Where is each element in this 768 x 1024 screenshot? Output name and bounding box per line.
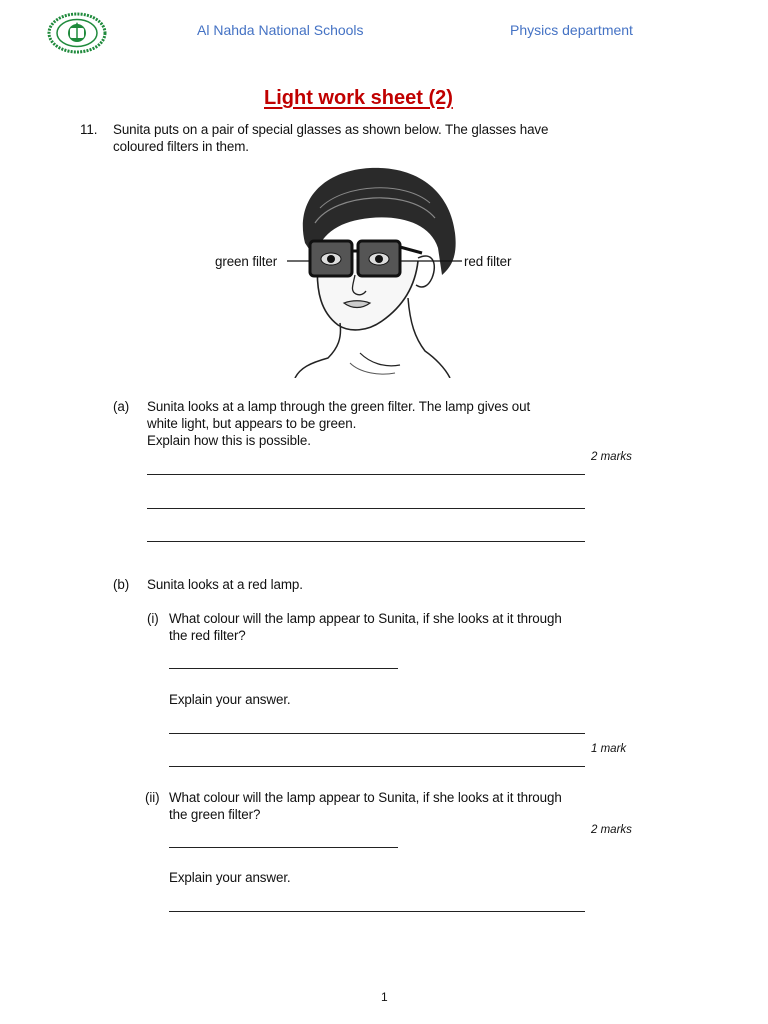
part-b-i-line1: What colour will the lamp appear to Sunita, if she looks at it through bbox=[169, 611, 562, 626]
answer-line-a3[interactable] bbox=[147, 541, 585, 542]
answer-line-a2[interactable] bbox=[147, 508, 585, 509]
part-b-ii-label: (ii) bbox=[145, 790, 160, 805]
question-stem-line2: coloured filters in them. bbox=[113, 139, 249, 154]
part-a-label: (a) bbox=[113, 399, 130, 414]
part-b-i-line2: the red filter? bbox=[169, 628, 246, 643]
part-a-marks: 2 marks bbox=[591, 451, 632, 463]
part-b-ii-explain: Explain your answer. bbox=[169, 870, 291, 885]
part-b-label: (b) bbox=[113, 577, 130, 592]
glasses-figure bbox=[210, 163, 540, 378]
part-b-i-marks: 1 mark bbox=[591, 743, 627, 755]
answer-line-b-ii-1[interactable] bbox=[169, 911, 585, 912]
green-filter-label: green filter bbox=[215, 254, 278, 269]
school-logo bbox=[46, 12, 108, 54]
answer-line-b-i-1[interactable] bbox=[169, 733, 585, 734]
part-a-line2: white light, but appears to be green. bbox=[147, 416, 357, 431]
answer-line-b-ii-colour[interactable] bbox=[169, 847, 398, 848]
red-filter-label: red filter bbox=[464, 254, 512, 269]
answer-line-b-i-2[interactable] bbox=[169, 766, 585, 767]
part-b-i-explain: Explain your answer. bbox=[169, 692, 291, 707]
part-b-ii-line2: the green filter? bbox=[169, 807, 261, 822]
woman-with-glasses-illustration bbox=[210, 163, 540, 378]
answer-line-b-i-colour[interactable] bbox=[169, 668, 398, 669]
part-b-text: Sunita looks at a red lamp. bbox=[147, 577, 303, 592]
school-name: Al Nahda National Schools bbox=[197, 22, 364, 38]
part-b-ii-line1: What colour will the lamp appear to Sunita, if she looks at it through bbox=[169, 790, 562, 805]
school-crest-icon bbox=[46, 12, 108, 54]
part-a-line1: Sunita looks at a lamp through the green filter. The lamp gives out bbox=[147, 399, 531, 414]
page-number: 1 bbox=[381, 990, 388, 1004]
department-name: Physics department bbox=[510, 22, 633, 38]
part-b-ii-marks: 2 marks bbox=[591, 824, 632, 836]
part-b-i-label: (i) bbox=[147, 611, 159, 626]
answer-line-a1[interactable] bbox=[147, 474, 585, 475]
worksheet-title: Light work sheet (2) bbox=[264, 87, 453, 109]
question-number: 11. bbox=[80, 122, 98, 137]
part-a-line3: Explain how this is possible. bbox=[147, 433, 311, 448]
question-stem-line1: Sunita puts on a pair of special glasses as shown below. The glasses have bbox=[113, 122, 549, 137]
